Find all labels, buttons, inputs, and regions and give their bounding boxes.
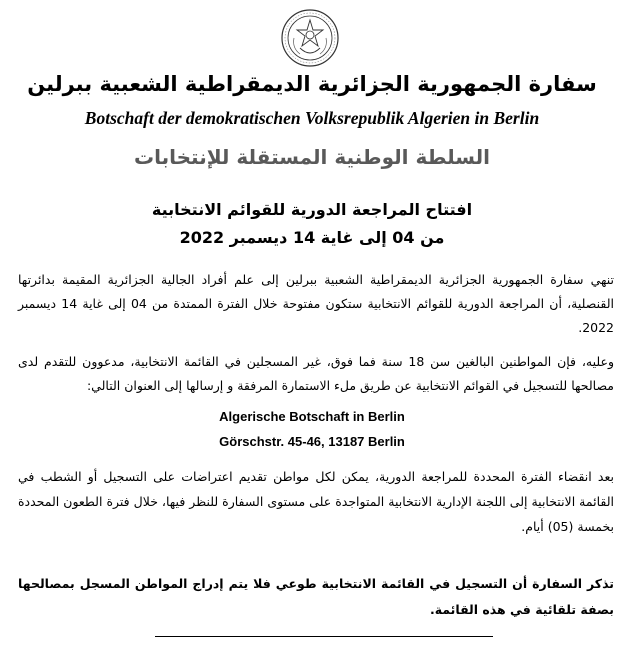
address-line-1: Algerische Botschaft in Berlin xyxy=(219,409,405,424)
address-line-2: Görschstr. 45-46, 13187 Berlin xyxy=(219,434,405,449)
authority-name: السلطة الوطنية المستقلة للإنتخابات xyxy=(134,145,490,169)
paragraph-eligibility: وعليه، فإن المواطنين البالغين سن 18 سنة فما فوق، غير المسجلين في القائمة الانتخابية، مدعوون للتقدم لدى مصالحها للتسجيل في القوائم الانتخابية عن طريق ملء الاستمارة المرفقة و إرسالها إلى العنوان التالي: xyxy=(18,354,614,393)
paragraph-objections: بعد انقضاء الفترة المحددة للمراجعة الدورية، يمكن لكل مواطن تقديم اعتراضات على التسجيل أو الشطب في القائمة الانتخابية إلى اللجنة الإدارية الانتخابية المتواجدة على مستوى السفارة للنظر فيها، خلال فترة الطعون المحددة بخمسة (05) أيام. xyxy=(18,469,614,534)
embassy-name-german: Botschaft der demokratischen Volksrepublik Algerien in Berlin xyxy=(84,108,540,128)
bottom-divider xyxy=(155,636,493,637)
algeria-emblem-icon xyxy=(280,8,340,68)
paragraph-announcement: تنهي سفارة الجمهورية الجزائرية الديمقراطية الشعبية ببرلين إلى علم أفراد الجالية الجزائرية المقيمة بدائرتها القنصلية، أن المراجعة الدورية للقوائم الانتخابية ستكون مفتوحة خلال الفترة الممتدة من 04 إلى غاية 14 ديسمبر 2022. xyxy=(18,272,614,335)
notice-title: افتتاح المراجعة الدورية للقوائم الانتخابية xyxy=(151,200,473,219)
paragraph-reminder: تذكر السفارة أن التسجيل في القائمة الانتخابية طوعي فلا يتم إدراج المواطن المسجل بمصالحها بصفة تلقائية في هذه القائمة. xyxy=(18,576,614,617)
embassy-name-arabic: سفارة الجمهورية الجزائرية الديمقراطية الشعبية ببرلين xyxy=(27,72,597,96)
notice-date-range: من 04 إلى غاية 14 ديسمبر 2022 xyxy=(179,228,445,247)
